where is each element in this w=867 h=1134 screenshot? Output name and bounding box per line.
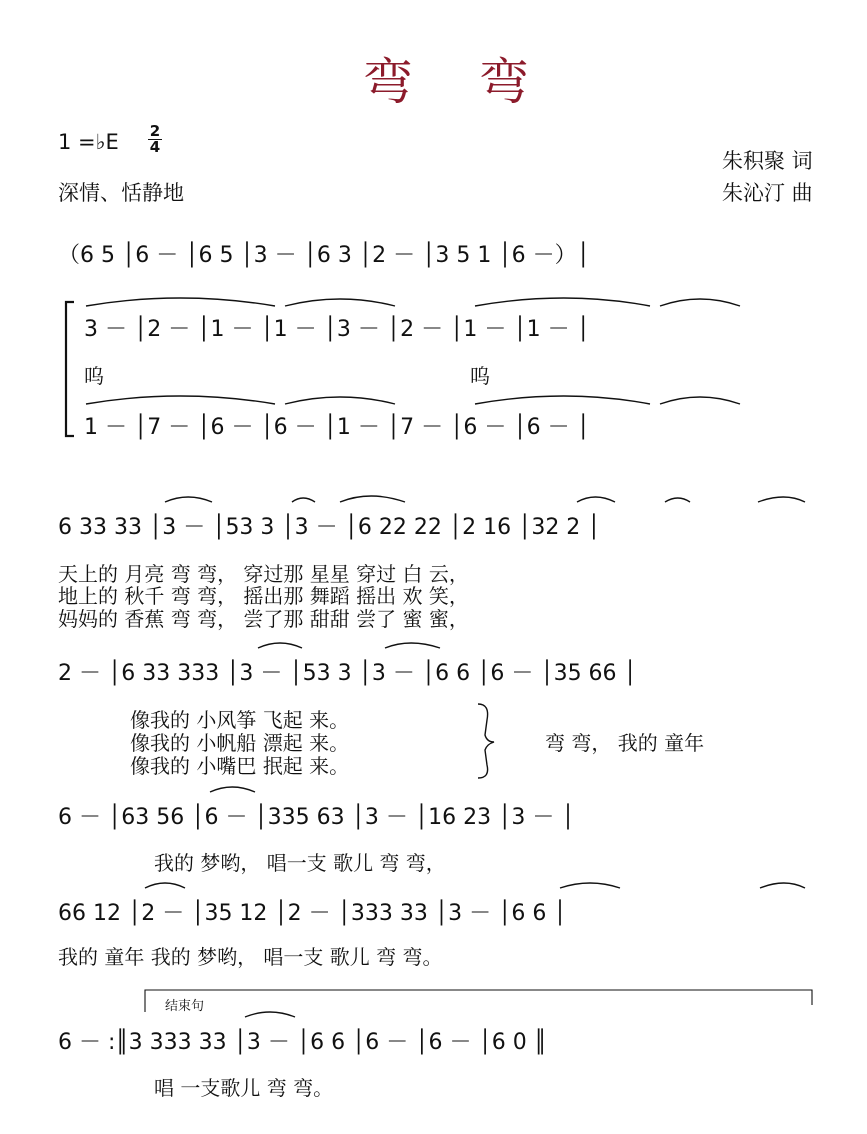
tie xyxy=(86,298,275,306)
refrain-row-1: 6 － │63 56 │6 － │335 63 │3 － │16 23 │3 － │ xyxy=(58,805,575,830)
tie xyxy=(285,397,395,404)
system-bracket xyxy=(66,302,74,436)
composer-credit: 朱沁汀 曲 xyxy=(722,181,813,205)
verse-row-2: 2 － │6 33 333 │3 － │53 3 │3 － │6 6 │6 － │35 66 │ xyxy=(58,661,637,686)
slur xyxy=(210,787,255,792)
refrain-lyric-2: 我的 童年 我的 梦哟， 唱一支 歌儿 弯 弯。 xyxy=(58,945,443,969)
tie xyxy=(475,298,650,306)
slur xyxy=(292,498,315,502)
verse-2-line-1: 地上的 秋千 弯 弯， 摇出那 舞蹈 摇出 欢 笑， xyxy=(58,584,469,608)
slur xyxy=(340,496,405,502)
refrain-lyric-start: 弯 弯， 我的 童年 xyxy=(545,731,705,755)
slur xyxy=(560,883,620,888)
slur xyxy=(245,1012,295,1017)
ending-row: 6 － :║3 333 33 │3 － │6 6 │6 － │6 － │6 0 ║ xyxy=(58,1030,547,1055)
key-signature: 1 =♭E xyxy=(58,130,119,154)
ending-label: 结束句 xyxy=(165,999,205,1014)
tie xyxy=(285,299,395,306)
slur xyxy=(385,643,440,648)
tie xyxy=(660,299,740,306)
slur xyxy=(665,498,690,502)
slur xyxy=(577,497,615,502)
slur xyxy=(258,643,302,648)
verse-1-line-2: 像我的 小风筝 飞起 来。 xyxy=(130,708,350,732)
upper-part-lyric-1: 呜 xyxy=(84,364,104,388)
upper-part-lyric-2: 呜 xyxy=(470,364,490,388)
refrain-row-2: 66 12 │2 － │35 12 │2 － │333 33 │3 － │6 6 │ xyxy=(58,901,567,926)
tie xyxy=(475,396,650,404)
ending-bracket xyxy=(145,990,812,1012)
upper-part-row: 3 － │2 － │1 － │1 － │3 － │2 － │1 － │1 － │ xyxy=(84,317,590,342)
verse-3-line-2: 像我的 小嘴巴 抿起 来。 xyxy=(130,754,350,778)
verse-row-1: 6 33 33 │3 － │53 3 │3 － │6 22 22 │2 16 │32 2 │ xyxy=(58,515,601,540)
song-title: 弯 弯 xyxy=(363,53,554,111)
meter-top: 2 xyxy=(149,122,161,140)
lyricist-credit: 朱积聚 词 xyxy=(722,149,813,173)
slur xyxy=(165,497,212,502)
verse-1-line-1: 天上的 月亮 弯 弯， 穿过那 星星 穿过 白 云， xyxy=(58,562,469,586)
ending-lyric: 唱 一支歌儿 弯 弯。 xyxy=(154,1076,334,1100)
tempo-marking: 深情、恬静地 xyxy=(58,181,184,205)
tie xyxy=(86,396,275,404)
verse-3-line-1: 妈妈的 香蕉 弯 弯， 尝了那 甜甜 尝了 蜜 蜜， xyxy=(58,607,469,631)
tie xyxy=(660,397,740,404)
lower-part-row: 1 － │7 － │6 － │6 － │1 － │7 － │6 － │6 － │ xyxy=(84,415,590,440)
verse-brace xyxy=(478,704,494,778)
slur xyxy=(758,497,805,502)
refrain-lyric-1: 我的 梦哟， 唱一支 歌儿 弯 弯， xyxy=(154,851,446,875)
slur xyxy=(145,883,185,888)
slur xyxy=(760,883,805,888)
intro-row: （6 5 │6 － │6 5 │3 － │6 3 │2 － │3 5 1 │6 －）│ xyxy=(58,243,590,268)
verse-2-line-2: 像我的 小帆船 漂起 来。 xyxy=(130,731,350,755)
meter-bottom: 4 xyxy=(149,138,161,156)
